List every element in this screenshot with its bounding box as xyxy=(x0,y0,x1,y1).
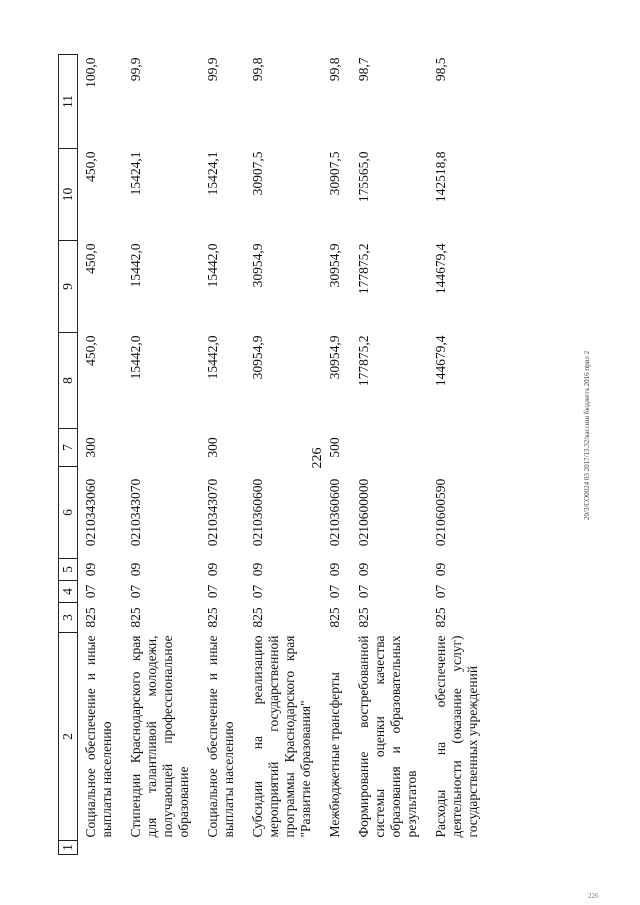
table-cell-c2: Расходы на обеспечение деятельности (оказание услуг) государственных учреждений xyxy=(433,635,480,838)
table-cell-c4: 07 xyxy=(327,584,342,599)
table-cell-c10: 15424,1 xyxy=(128,151,143,196)
table-cell-c7: 300 xyxy=(205,437,220,458)
table-cell-c11: 99,8 xyxy=(250,57,265,82)
table-cell-c10: 142518,8 xyxy=(433,151,448,203)
table-cell-c11: 99,9 xyxy=(128,57,143,82)
table-cell-c10: 450,0 xyxy=(83,151,98,182)
table-cell-c5: 09 xyxy=(433,562,448,577)
table-cell-c11: 99,9 xyxy=(205,57,220,82)
table-cell-c10: 30907,5 xyxy=(250,151,265,196)
table-cell-c9: 15442,0 xyxy=(128,243,143,288)
table-cell-c9: 15442,0 xyxy=(205,243,220,288)
table-cell-c11: 98,7 xyxy=(356,57,371,82)
rotated-table-container xyxy=(58,55,593,855)
table-cell-c9: 450,0 xyxy=(83,243,98,274)
header-cell: 3 xyxy=(59,603,78,633)
table-cell-c1 xyxy=(351,841,428,855)
corner-page-mark: 226 xyxy=(588,892,599,900)
table-cell-c3: 825 xyxy=(205,607,220,628)
table-cell-c8: 30954,9 xyxy=(250,335,265,380)
table-cell-c6: 0210343070 xyxy=(128,478,143,547)
table-cell-c1 xyxy=(428,841,489,855)
table-cell-c10: 15424,1 xyxy=(205,151,220,196)
table-cell-c4: 07 xyxy=(83,584,98,599)
table-cell-c2: Социальное обеспечение и иные выплаты населению xyxy=(83,635,114,838)
table-cell-c4: 07 xyxy=(128,584,143,599)
table-cell-c10: 175565,0 xyxy=(356,151,371,203)
header-cell: 6 xyxy=(59,467,78,559)
table-header-row xyxy=(59,55,78,855)
table-cell-c6: 0210343060 xyxy=(83,478,98,547)
table-cell-c3: 825 xyxy=(356,607,371,628)
table-cell-c8: 15442,0 xyxy=(128,335,143,380)
table-cell-c5: 09 xyxy=(327,562,342,577)
table-cell-c7 xyxy=(123,429,200,467)
table-cell-c6: 0210343070 xyxy=(205,478,220,547)
table-row xyxy=(351,55,428,855)
table-row xyxy=(245,55,322,855)
table-cell-c8: 144679,4 xyxy=(433,335,448,387)
table-cell-c1 xyxy=(123,841,200,855)
table-cell-c1 xyxy=(78,841,124,855)
table-cell-c9: 177875,2 xyxy=(356,243,371,295)
table-cell-c10: 30907,5 xyxy=(327,151,342,196)
table-cell-c7 xyxy=(428,429,489,467)
table-cell-c9: 30954,9 xyxy=(327,243,342,288)
table-row xyxy=(428,55,489,855)
header-cell: 8 xyxy=(59,333,78,429)
table-cell-c8: 30954,9 xyxy=(327,335,342,380)
file-footer: 20/3/СО0024 03 2017/13.32/кассиш бюджета 2016 прил 2 xyxy=(583,350,591,520)
table-cell-c5: 09 xyxy=(128,562,143,577)
table-cell-c2: Социальное обеспечение и иные выплаты населению xyxy=(205,635,236,838)
table-cell-c2: Субсидии на реализацию мероприятий государственной программы Краснодарского края "Развитие образования" xyxy=(250,635,313,838)
header-cell: 9 xyxy=(59,241,78,333)
table-cell-c7: 300 xyxy=(83,437,98,458)
table-cell-c8: 15442,0 xyxy=(205,335,220,380)
table-cell-c4: 07 xyxy=(205,584,220,599)
table-row xyxy=(78,55,124,855)
table-cell-c6: 0210600590 xyxy=(433,478,448,547)
table-row xyxy=(123,55,200,855)
header-cell: 2 xyxy=(59,633,78,841)
table-cell-c1 xyxy=(322,841,351,855)
table-cell-c11: 100,0 xyxy=(83,57,98,88)
table-cell-c3: 825 xyxy=(128,607,143,628)
header-cell: 1 xyxy=(59,841,78,855)
table-cell-c8: 450,0 xyxy=(83,335,98,366)
table-cell-c9: 144679,4 xyxy=(433,243,448,295)
header-cell: 5 xyxy=(59,559,78,581)
page-number: 226 xyxy=(310,447,325,469)
table-cell-c2: Формирование востребованной системы оценки качества образования и образовательных результатов xyxy=(356,635,419,838)
table-cell-c3: 825 xyxy=(250,607,265,628)
table-cell-c3: 825 xyxy=(83,607,98,628)
table-row xyxy=(200,55,245,855)
table-cell-c2: Межбюджетные трансферты xyxy=(327,672,342,838)
table-cell-c1 xyxy=(200,841,245,855)
budget-table xyxy=(58,54,489,855)
header-cell: 4 xyxy=(59,581,78,603)
table-cell-c5: 09 xyxy=(83,562,98,577)
table-cell-c7 xyxy=(245,429,322,467)
table-cell-c6: 0210360600 xyxy=(250,478,265,547)
table-cell-c3: 825 xyxy=(433,607,448,628)
table-cell-c3: 825 xyxy=(327,607,342,628)
table-cell-c8: 177875,2 xyxy=(356,335,371,387)
table-cell-c5: 09 xyxy=(356,562,371,577)
header-cell: 7 xyxy=(59,429,78,467)
table-cell-c11: 99,8 xyxy=(327,57,342,82)
table-cell-c11: 98,5 xyxy=(433,57,448,82)
header-cell: 11 xyxy=(59,55,78,149)
table-cell-c1 xyxy=(245,841,322,855)
table-cell-c4: 07 xyxy=(356,584,371,599)
table-cell-c9: 30954,9 xyxy=(250,243,265,288)
table-row xyxy=(322,55,351,855)
table-cell-c7: 500 xyxy=(327,437,342,458)
table-cell-c2: Стипендии Краснодарского края для талантливой молодежи, получающей профессиональное образование xyxy=(128,635,191,838)
table-cell-c5: 09 xyxy=(205,562,220,577)
table-cell-c5: 09 xyxy=(250,562,265,577)
table-cell-c4: 07 xyxy=(250,584,265,599)
table-cell-c6: 0210360600 xyxy=(327,478,342,547)
table-cell-c4: 07 xyxy=(433,584,448,599)
table-cell-c6: 0210600000 xyxy=(356,478,371,547)
header-cell: 10 xyxy=(59,149,78,241)
table-cell-c7 xyxy=(351,429,428,467)
